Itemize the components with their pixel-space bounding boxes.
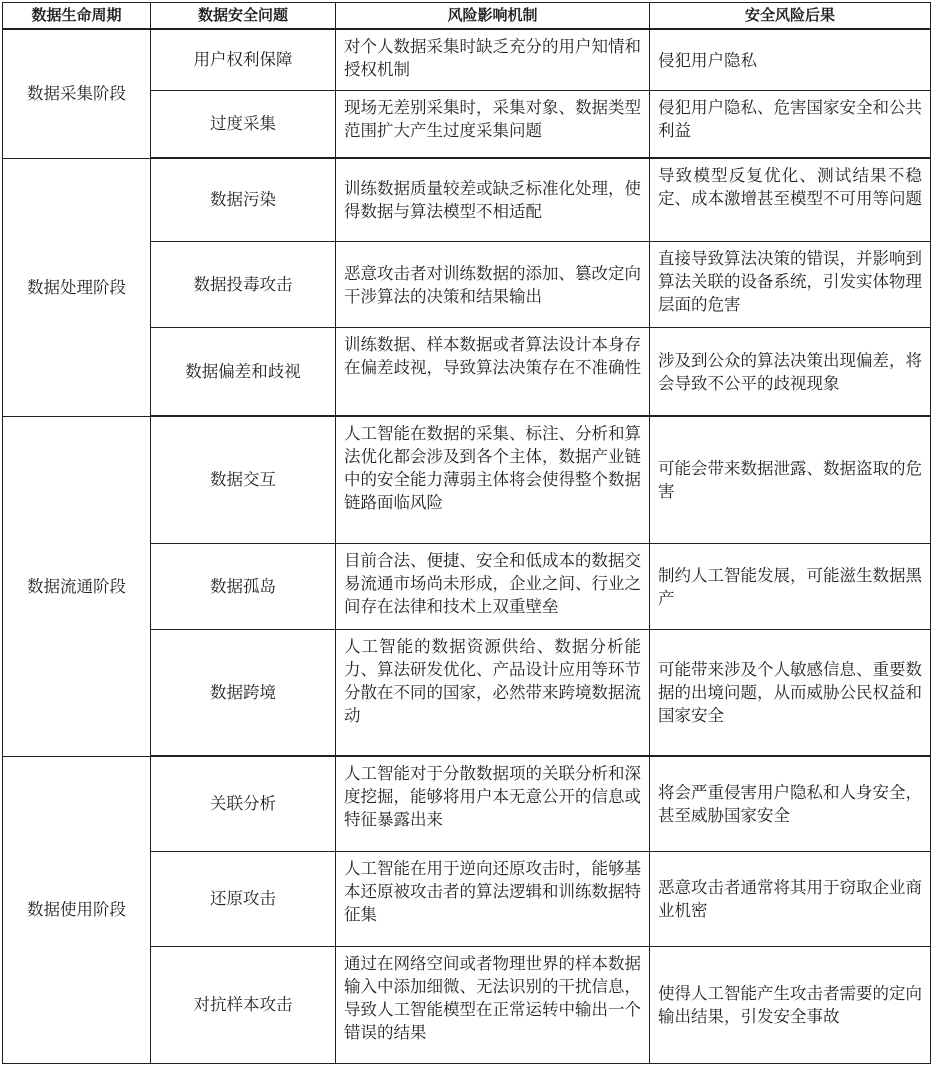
table-row [3, 29, 931, 90]
mechanism-cell: 对个人数据采集时缺乏充分的用户知情和授权机制 [336, 29, 650, 90]
consequence-cell: 侵犯用户隐私、危害国家安全和公共利益 [650, 90, 931, 158]
consequence-cell: 导致模型反复优化、测试结果不稳定、成本激增甚至模型不可用等问题 [650, 158, 931, 241]
issue-cell: 用户权利保障 [151, 29, 336, 90]
consequence-cell: 涉及到公众的算法决策出现偏差，将会导致不公平的歧视现象 [650, 327, 931, 416]
stage-circulation: 数据流通阶段 [3, 416, 151, 756]
header-lifecycle: 数据生命周期 [3, 3, 151, 30]
issue-cell: 数据孤岛 [151, 543, 336, 629]
mechanism-cell: 人工智能对于分散数据项的关联分析和深度挖掘，能够将用户本无意公开的信息或特征暴露出来 [336, 756, 650, 851]
data-security-risk-table [2, 2, 931, 1064]
mechanism-cell: 人工智能的数据资源供给、数据分析能力、算法研发优化、产品设计应用等环节分散在不同的国家，必然带来跨境数据流动 [336, 629, 650, 756]
issue-cell: 过度采集 [151, 90, 336, 158]
mechanism-cell: 目前合法、便捷、安全和低成本的数据交易流通市场尚未形成，企业之间、行业之间存在法律和技术上双重壁垒 [336, 543, 650, 629]
issue-cell: 关联分析 [151, 756, 336, 851]
header-mechanism: 风险影响机制 [336, 3, 650, 30]
mechanism-cell: 人工智能在用于逆向还原攻击时，能够基本还原被攻击者的算法逻辑和训练数据特征集 [336, 851, 650, 946]
stage-processing: 数据处理阶段 [3, 158, 151, 416]
stage-usage: 数据使用阶段 [3, 756, 151, 1063]
issue-cell: 数据跨境 [151, 629, 336, 756]
table-row [3, 158, 931, 241]
table-row [3, 416, 931, 543]
issue-cell: 数据污染 [151, 158, 336, 241]
issue-cell: 对抗样本攻击 [151, 946, 336, 1063]
consequence-cell: 侵犯用户隐私 [650, 29, 931, 90]
header-issue: 数据安全问题 [151, 3, 336, 30]
issue-cell: 还原攻击 [151, 851, 336, 946]
consequence-cell: 恶意攻击者通常将其用于窃取企业商业机密 [650, 851, 931, 946]
header-row [3, 3, 931, 30]
consequence-cell: 使得人工智能产生攻击者需要的定向输出结果，引发安全事故 [650, 946, 931, 1063]
consequence-cell: 可能会带来数据泄露、数据盗取的危害 [650, 416, 931, 543]
mechanism-cell: 训练数据、样本数据或者算法设计本身存在偏差歧视，导致算法决策存在不准确性 [336, 327, 650, 416]
consequence-cell: 制约人工智能发展，可能滋生数据黑产 [650, 543, 931, 629]
consequence-cell: 将会严重侵害用户隐私和人身安全，甚至威胁国家安全 [650, 756, 931, 851]
mechanism-cell: 现场无差别采集时，采集对象、数据类型范围扩大产生过度采集问题 [336, 90, 650, 158]
mechanism-cell: 人工智能在数据的采集、标注、分析和算法优化都会涉及到各个主体，数据产业链中的安全能力薄弱主体将会使得整个数据链路面临风险 [336, 416, 650, 543]
issue-cell: 数据交互 [151, 416, 336, 543]
mechanism-cell: 通过在网络空间或者物理世界的样本数据输入中添加细微、无法识别的干扰信息，导致人工智能模型在正常运转中输出一个错误的结果 [336, 946, 650, 1063]
header-consequence: 安全风险后果 [650, 3, 931, 30]
consequence-cell: 可能带来涉及个人敏感信息、重要数据的出境问题，从而威胁公民权益和国家安全 [650, 629, 931, 756]
issue-cell: 数据投毒攻击 [151, 241, 336, 327]
table-row [3, 756, 931, 851]
mechanism-cell: 恶意攻击者对训练数据的添加、篡改定向干涉算法的决策和结果输出 [336, 241, 650, 327]
mechanism-cell: 训练数据质量较差或缺乏标准化处理，使得数据与算法模型不相适配 [336, 158, 650, 241]
consequence-cell: 直接导致算法决策的错误，并影响到算法关联的设备系统，引发实体物理层面的危害 [650, 241, 931, 327]
stage-collection: 数据采集阶段 [3, 29, 151, 158]
issue-cell: 数据偏差和歧视 [151, 327, 336, 416]
